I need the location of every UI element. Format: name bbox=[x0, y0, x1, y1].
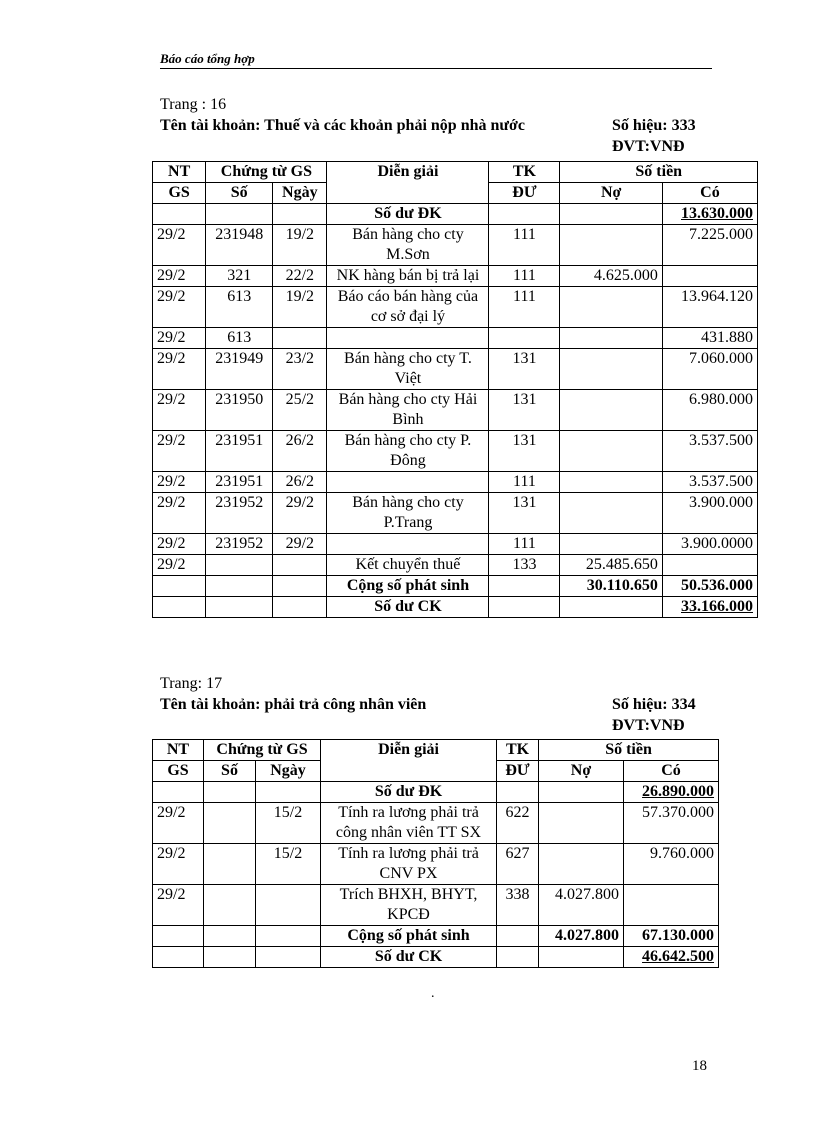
opening-balance-co-value: 13.630.000 bbox=[681, 205, 753, 222]
total-row bbox=[153, 576, 758, 597]
cell-nt: 29/2 bbox=[153, 328, 206, 349]
cell-no bbox=[560, 390, 662, 431]
cell-so bbox=[204, 844, 256, 885]
table-row bbox=[153, 431, 758, 472]
empty-cell bbox=[153, 204, 206, 225]
col-header-dien-giai: Diễn giải bbox=[327, 162, 489, 204]
cell-so: 231949 bbox=[206, 349, 273, 390]
opening-balance-co-value: 26.890.000 bbox=[642, 783, 715, 800]
col-header-co: Có bbox=[662, 183, 757, 204]
col-header-nt: NT bbox=[153, 740, 204, 761]
empty-cell bbox=[153, 597, 206, 618]
cell-no bbox=[560, 349, 662, 390]
table-row bbox=[153, 844, 719, 885]
empty-cell bbox=[204, 926, 256, 947]
cell-tk bbox=[489, 328, 560, 349]
cell-ngay: 15/2 bbox=[256, 803, 321, 844]
cell-so bbox=[204, 885, 256, 926]
cell-tk: 111 bbox=[489, 534, 560, 555]
cell-no bbox=[560, 493, 662, 534]
table-row bbox=[153, 534, 758, 555]
total-co: 67.130.000 bbox=[624, 926, 719, 947]
cell-no bbox=[560, 287, 662, 328]
opening-balance-row bbox=[153, 204, 758, 225]
cell-dien-giai: Bán hàng cho cty P.Trang bbox=[327, 493, 489, 534]
cell-co: 3.537.500 bbox=[662, 431, 757, 472]
table-row bbox=[153, 555, 758, 576]
col-header-nt: NT bbox=[153, 162, 206, 183]
cell-tk: 338 bbox=[497, 885, 539, 926]
cell-so: 321 bbox=[206, 266, 273, 287]
cell-tk: 131 bbox=[489, 493, 560, 534]
cell-ngay: 26/2 bbox=[273, 431, 327, 472]
col-header-ngay: Ngày bbox=[256, 761, 321, 782]
total-label: Cộng số phát sinh bbox=[327, 576, 489, 597]
empty-cell bbox=[256, 926, 321, 947]
empty-cell bbox=[256, 947, 321, 968]
closing-balance-row bbox=[153, 947, 719, 968]
col-header-gs: GS bbox=[153, 183, 206, 204]
empty-cell bbox=[273, 597, 327, 618]
cell-co: 431.880 bbox=[662, 328, 757, 349]
cell-ngay: 22/2 bbox=[273, 266, 327, 287]
opening-balance-co bbox=[662, 204, 757, 225]
opening-balance-row bbox=[153, 782, 719, 803]
empty-cell bbox=[273, 204, 327, 225]
table-row bbox=[153, 472, 758, 493]
opening-balance-co bbox=[624, 782, 719, 803]
cell-tk: 131 bbox=[489, 431, 560, 472]
cell-so bbox=[204, 803, 256, 844]
cell-co: 7.225.000 bbox=[662, 225, 757, 266]
cell-no: 4.027.800 bbox=[539, 885, 624, 926]
cell-no bbox=[539, 844, 624, 885]
cell-co: 3.900.000 bbox=[662, 493, 757, 534]
closing-balance-co bbox=[662, 597, 757, 618]
empty-cell bbox=[497, 926, 539, 947]
empty-cell bbox=[153, 926, 204, 947]
cell-nt: 29/2 bbox=[153, 885, 204, 926]
section2-ledger-table bbox=[152, 739, 719, 968]
section1-account-code: Số hiệu: 333 bbox=[612, 117, 696, 134]
closing-balance-co-value: 46.642.500 bbox=[642, 948, 715, 965]
table-row bbox=[153, 493, 758, 534]
cell-so bbox=[206, 555, 273, 576]
cell-tk: 131 bbox=[489, 349, 560, 390]
cell-ngay: 23/2 bbox=[273, 349, 327, 390]
empty-cell bbox=[497, 947, 539, 968]
table-row bbox=[153, 328, 758, 349]
cell-tk: 133 bbox=[489, 555, 560, 576]
empty-cell bbox=[497, 782, 539, 803]
cell-nt: 29/2 bbox=[153, 390, 206, 431]
cell-dien-giai bbox=[327, 328, 489, 349]
empty-cell bbox=[489, 597, 560, 618]
header-row bbox=[153, 740, 719, 761]
empty-cell bbox=[153, 782, 204, 803]
empty-cell bbox=[539, 782, 624, 803]
section2-account-code: Số hiệu: 334 bbox=[612, 696, 696, 713]
cell-co: 3.537.500 bbox=[662, 472, 757, 493]
cell-no bbox=[560, 225, 662, 266]
total-co: 50.536.000 bbox=[662, 576, 757, 597]
section2-table-body bbox=[153, 740, 719, 968]
col-header-chung-tu: Chứng từ GS bbox=[204, 740, 321, 761]
cell-tk: 131 bbox=[489, 390, 560, 431]
cell-ngay bbox=[256, 885, 321, 926]
cell-ngay: 29/2 bbox=[273, 534, 327, 555]
col-header-so: Số bbox=[206, 183, 273, 204]
cell-so: 231952 bbox=[206, 534, 273, 555]
cell-so: 231951 bbox=[206, 472, 273, 493]
col-header-gs: GS bbox=[153, 761, 204, 782]
table-row bbox=[153, 266, 758, 287]
total-no: 30.110.650 bbox=[560, 576, 662, 597]
empty-cell bbox=[153, 947, 204, 968]
cell-co bbox=[662, 266, 757, 287]
page-number: 18 bbox=[692, 1058, 707, 1074]
cell-tk: 111 bbox=[489, 287, 560, 328]
col-header-so-tien: Số tiền bbox=[539, 740, 719, 761]
cell-dien-giai: NK hàng bán bị trả lại bbox=[327, 266, 489, 287]
empty-cell bbox=[489, 576, 560, 597]
col-header-co: Có bbox=[624, 761, 719, 782]
total-no: 4.027.800 bbox=[539, 926, 624, 947]
opening-balance-label: Số dư ĐK bbox=[327, 204, 489, 225]
closing-balance-row bbox=[153, 597, 758, 618]
cell-ngay: 29/2 bbox=[273, 493, 327, 534]
section2-unit: ĐVT:VNĐ bbox=[612, 717, 685, 734]
cell-no: 25.485.650 bbox=[560, 555, 662, 576]
cell-co bbox=[662, 555, 757, 576]
cell-dien-giai: Bán hàng cho cty Hải Bình bbox=[327, 390, 489, 431]
cell-tk: 111 bbox=[489, 225, 560, 266]
cell-nt: 29/2 bbox=[153, 803, 204, 844]
col-header-no: Nợ bbox=[560, 183, 662, 204]
table-row bbox=[153, 349, 758, 390]
cell-nt: 29/2 bbox=[153, 431, 206, 472]
cell-dien-giai: Tính ra lương phải trả CNV PX bbox=[321, 844, 497, 885]
empty-cell bbox=[489, 204, 560, 225]
cell-nt: 29/2 bbox=[153, 349, 206, 390]
cell-no bbox=[560, 431, 662, 472]
cell-dien-giai: Trích BHXH, BHYT, KPCĐ bbox=[321, 885, 497, 926]
empty-cell bbox=[539, 947, 624, 968]
empty-cell bbox=[204, 947, 256, 968]
cell-nt: 29/2 bbox=[153, 266, 206, 287]
page-header bbox=[160, 50, 712, 69]
total-row bbox=[153, 926, 719, 947]
col-header-du: ĐƯ bbox=[489, 183, 560, 204]
cell-co: 57.370.000 bbox=[624, 803, 719, 844]
cell-so: 231948 bbox=[206, 225, 273, 266]
stray-dot: . bbox=[431, 986, 435, 1001]
empty-cell bbox=[560, 204, 662, 225]
cell-no: 4.625.000 bbox=[560, 266, 662, 287]
closing-balance-co bbox=[624, 947, 719, 968]
closing-balance-co-value: 33.166.000 bbox=[681, 598, 753, 615]
cell-so: 613 bbox=[206, 287, 273, 328]
empty-cell bbox=[204, 782, 256, 803]
cell-ngay: 15/2 bbox=[256, 844, 321, 885]
empty-cell bbox=[273, 576, 327, 597]
opening-balance-label: Số dư ĐK bbox=[321, 782, 497, 803]
section1-table-body bbox=[153, 162, 758, 618]
header-row bbox=[153, 162, 758, 183]
cell-ngay bbox=[273, 328, 327, 349]
col-header-so-tien: Số tiền bbox=[560, 162, 758, 183]
cell-co: 6.980.000 bbox=[662, 390, 757, 431]
cell-no bbox=[560, 328, 662, 349]
cell-dien-giai: Kết chuyển thuế bbox=[327, 555, 489, 576]
empty-cell bbox=[206, 597, 273, 618]
section1-unit: ĐVT:VNĐ bbox=[612, 138, 685, 155]
col-header-ngay: Ngày bbox=[273, 183, 327, 204]
col-header-dien-giai: Diễn giải bbox=[321, 740, 497, 782]
table-row bbox=[153, 885, 719, 926]
empty-cell bbox=[560, 597, 662, 618]
cell-tk: 111 bbox=[489, 266, 560, 287]
cell-dien-giai bbox=[327, 534, 489, 555]
cell-so: 231952 bbox=[206, 493, 273, 534]
cell-ngay: 25/2 bbox=[273, 390, 327, 431]
col-header-chung-tu: Chứng từ GS bbox=[206, 162, 327, 183]
col-header-tk: TK bbox=[489, 162, 560, 183]
col-header-du: ĐƯ bbox=[497, 761, 539, 782]
empty-cell bbox=[256, 782, 321, 803]
section1-account-name: Tên tài khoản: Thuế và các khoản phải nộp nhà nước bbox=[160, 117, 525, 134]
cell-dien-giai: Tính ra lương phải trả công nhân viên TT SX bbox=[321, 803, 497, 844]
cell-ngay: 26/2 bbox=[273, 472, 327, 493]
cell-nt: 29/2 bbox=[153, 287, 206, 328]
cell-no bbox=[560, 534, 662, 555]
section2-account-name: Tên tài khoản: phải trả công nhân viên bbox=[160, 696, 427, 713]
empty-cell bbox=[206, 576, 273, 597]
table-row bbox=[153, 287, 758, 328]
cell-co: 3.900.0000 bbox=[662, 534, 757, 555]
cell-no bbox=[560, 472, 662, 493]
cell-tk: 627 bbox=[497, 844, 539, 885]
cell-nt: 29/2 bbox=[153, 493, 206, 534]
header-title: Báo cáo tổng hợp bbox=[160, 51, 255, 66]
cell-tk: 111 bbox=[489, 472, 560, 493]
cell-dien-giai: Bán hàng cho cty M.Sơn bbox=[327, 225, 489, 266]
cell-so: 231950 bbox=[206, 390, 273, 431]
col-header-tk: TK bbox=[497, 740, 539, 761]
section2-page-label: Trang: 17 bbox=[160, 675, 223, 692]
table-row bbox=[153, 390, 758, 431]
table-row bbox=[153, 803, 719, 844]
closing-balance-label: Số dư CK bbox=[321, 947, 497, 968]
cell-dien-giai: Bán hàng cho cty P. Đông bbox=[327, 431, 489, 472]
cell-dien-giai: Báo cáo bán hàng của cơ sở đại lý bbox=[327, 287, 489, 328]
cell-ngay bbox=[273, 555, 327, 576]
empty-cell bbox=[206, 204, 273, 225]
closing-balance-label: Số dư CK bbox=[327, 597, 489, 618]
cell-co: 7.060.000 bbox=[662, 349, 757, 390]
empty-cell bbox=[153, 576, 206, 597]
cell-nt: 29/2 bbox=[153, 534, 206, 555]
col-header-no: Nợ bbox=[539, 761, 624, 782]
cell-co bbox=[624, 885, 719, 926]
section1-page-label: Trang : 16 bbox=[160, 96, 227, 113]
cell-no bbox=[539, 803, 624, 844]
section1-ledger-table bbox=[152, 161, 758, 618]
cell-tk: 622 bbox=[497, 803, 539, 844]
cell-nt: 29/2 bbox=[153, 555, 206, 576]
cell-nt: 29/2 bbox=[153, 225, 206, 266]
table-row bbox=[153, 225, 758, 266]
total-label: Cộng số phát sinh bbox=[321, 926, 497, 947]
cell-ngay: 19/2 bbox=[273, 287, 327, 328]
cell-ngay: 19/2 bbox=[273, 225, 327, 266]
cell-so: 613 bbox=[206, 328, 273, 349]
cell-dien-giai: Bán hàng cho cty T. Việt bbox=[327, 349, 489, 390]
cell-co: 13.964.120 bbox=[662, 287, 757, 328]
cell-nt: 29/2 bbox=[153, 844, 204, 885]
cell-nt: 29/2 bbox=[153, 472, 206, 493]
cell-co: 9.760.000 bbox=[624, 844, 719, 885]
cell-so: 231951 bbox=[206, 431, 273, 472]
cell-dien-giai bbox=[327, 472, 489, 493]
col-header-so: Số bbox=[204, 761, 256, 782]
